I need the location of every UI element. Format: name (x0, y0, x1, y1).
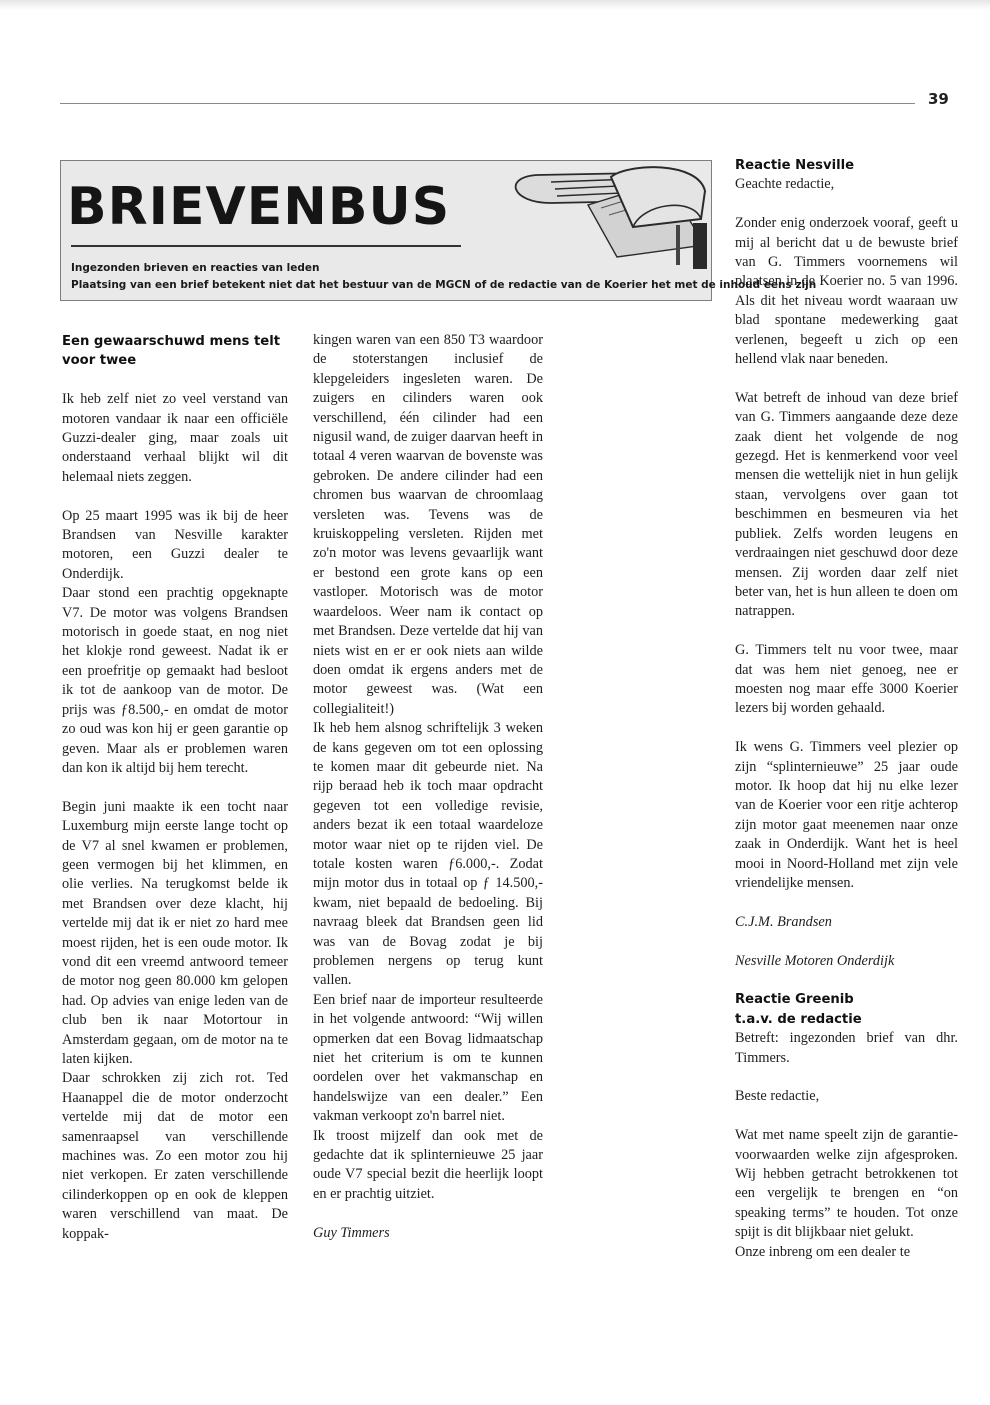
reaction-subheading: t.a.v. de redactie (735, 1011, 862, 1027)
letter-signature: Guy Timmers (313, 1224, 390, 1241)
reaction-paragraph: Zonder enig onderzoek vooraf, geeft u mij al bericht dat u de bewuste brief van G. Timmers voornemens wil plaatsen in de Koerier no. 5 van 1996. Als dit het niveau wordt waaraan uw blad spontane medewerking gaat verlenen, begeeft u zich op een hellend vlak naar beneden. (735, 215, 958, 368)
reaction-paragraph: Wat met name speelt zijn de garantie-voorwaarden welke zijn afgesproken. Wij hebben getracht betrokkenen tot een vergelijk te brengen en “on speaking terms” te houden. Tot onze spijt is dit blijkbaar niet gelukt. (735, 1127, 958, 1241)
banner-disclaimer: Plaatsing van een brief betekent niet dat het bestuur van de MGCN of de redactie van de Koerier het met de inhoud eens zijn (71, 279, 817, 291)
mailbox-icon (493, 163, 713, 273)
column-middle (313, 331, 543, 1262)
page-number: 39 (928, 90, 949, 108)
letter-paragraph: Een brief naar de importeur resulteerde in het volgende antwoord: “Wij willen opmerken dat een Bovag lidmaatschap niet het criterium is om te kunnen oordelen over het vakmanschap en handelswijze van een dealer.” Een vakman verkoopt zo'n barrel niet. (313, 991, 543, 1125)
reaction-paragraph: Onze inbreng om een dealer te (735, 1243, 911, 1260)
reaction-subject: Betreft: ingezonden brief van dhr. Timmers. (735, 1030, 958, 1066)
reaction-signature-name: C.J.M. Brandsen (735, 913, 832, 930)
reaction-greeting: Beste redactie, (735, 1088, 820, 1105)
scan-edge-shadow (0, 0, 990, 10)
reaction-paragraph: Ik wens G. Timmers veel plezier op zijn “splinternieuwe” 25 jaar oude motor. Ik hoop dat hij nu elke lezer van de Koerier voor een ritje achterop zijn motor gaat meenemen naar onze zaak in Onderdijk. Want het is heel mooi in Noord-Holland met zijn vele vriendelijke mensen. (735, 739, 958, 891)
banner-underline (71, 245, 461, 247)
banner-subtitle: Ingezonden brieven en reacties van leden (71, 262, 320, 274)
header-rule (60, 103, 915, 104)
letter-paragraph: Begin juni maakte ik een tocht naar Luxemburg mijn eerste lange tocht op de V7 al snel kwamen er problemen, geen vermogen bij het klimmen, en olie verlies. Na terugkomst belde ik met Brandsen over deze klacht, hij vertelde mij dat ik er niet zo hard mee moest rijden, het is een oude motor. Ik vond dit een vreemd antwoord temeer de motor nog geen 80.000 km gelopen had. Op advies van enige leden van de club ben ik naar Motortour in Amsterdam gegaan, om de motor na te laten kijken. (62, 798, 288, 1067)
reaction-signature-company: Nesville Motoren Onderdijk (735, 952, 895, 969)
letter-paragraph: Daar stond een prachtig opgeknapte V7. De motor was volgens Brandsen motorisch in goede staat, en nog niet het klokje rond geweest. Nadat ik er een proefritje op gemaakt had besloot ik tot de aankoop van de motor. De prijs was ƒ8.500,- en omdat de motor zo oud was kon hij er geen garantie op geven. Maar als er problemen waren dan kon ik altijd bij hem terecht. (62, 585, 288, 776)
letter-paragraph: Ik troost mijzelf dan ook met de gedachte dat ik splinternieuwe 25 jaar oude V7 special bezit die heerlijk loopt en er prachtig uitziet. (313, 1127, 543, 1202)
reaction-greeting: Geachte redactie, (735, 176, 835, 193)
column-left (62, 332, 288, 1244)
reaction-paragraph: Wat betreft de inhoud van deze brief van G. Timmers aangaande deze deze zaak dient het volgende de nog gezegd. Het is kenmerkend voor veel mensen die wettelijk niet in hun gelijk staan, vervolgens over gaan tot beschimmen en besmeuren via het publiek. Zelfs worden leugens en verdraaingen niet geschuwd door deze mensen. Zij worden daar zelf niet beter van, het is hun alleen te doen om natrappen. (735, 389, 958, 620)
reaction-heading: Reactie Greenib (735, 992, 854, 1008)
letter-paragraph: Ik heb zelf niet zo veel verstand van motoren vandaar ik naar een officiële Guzzi-dealer ging, maar zoals uit onderstaand verhaal blijkt wil dit helemaal niets zeggen. (62, 391, 288, 485)
letter-heading: Een gewaarschuwd mens telt voor twee (62, 334, 281, 369)
reaction-heading: Reactie Nesville (735, 158, 855, 173)
column-right (735, 156, 958, 1262)
letter-paragraph: Ik heb hem alsnog schriftelijk 3 weken de kans gegeven om tot een oplossing te komen maar dit gebeurde niet. Na rijp beraad heb ik toch maar opdracht gegeven tot een volledige revisie, anders bezat ik een totaal waardeloze motor waar niet op te rijden viel. De totale kosten waren ƒ6.000,-. Zodat mijn motor dus in totaal op ƒ 14.500,- kwam, niet bepaald de bedoeling. Bij navraag bleek dat Brandsen geen lid was van de Bovag zodat je bij problemen nergens op terug kunt vallen. (313, 720, 543, 989)
letter-paragraph: Op 25 maart 1995 was ik bij de heer Brandsen van Nesville karakter motoren, een Guzzi dealer te Onderdijk. (62, 507, 288, 582)
letter-paragraph: Daar schrokken zij zich rot. Ted Haanappel die de motor onderzocht vertelde mij dat de motor een samenraapsel van verschillende machines was. Zo een motor zou hij niet verkopen. Er zaten verschillende cilinderkoppen op en ook de kleppen waren verschillend van maat. De koppak- (62, 1070, 288, 1242)
letter-paragraph: kingen waren van een 850 T3 waardoor de stoterstangen inclusief de klepgeleiders ingesleten waren. De zuigers en cilinders waren ook verschillend, één cilinder had een nigusil wand, de zuiger daarvan heeft in totaal 4 veren waarvan de bovenste was gebroken. De andere cilinder had een chromen bus waarvan de chroomlaag versleten was. Tevens was de kruiskoppeling versleten. Rijden met zo'n motor was levens gevaarlijk want er bestond een grote kans op een vastloper. Motorisch was de motor waardeloos. Weer nam ik contact op met Brandsen. Deze vertelde dat hij van niets wist en er er ook niets aan wilde doen omdat ik ergens anders met de motor geweest was. (Wat een collegialiteit!) (313, 332, 543, 717)
banner-title: BRIEVENBUS (67, 177, 451, 237)
reaction-paragraph: G. Timmers telt nu voor twee, maar dat was hem niet genoeg, nee er moesten nog maar effe 3000 Koerier lezers bij worden gehaald. (735, 642, 958, 717)
